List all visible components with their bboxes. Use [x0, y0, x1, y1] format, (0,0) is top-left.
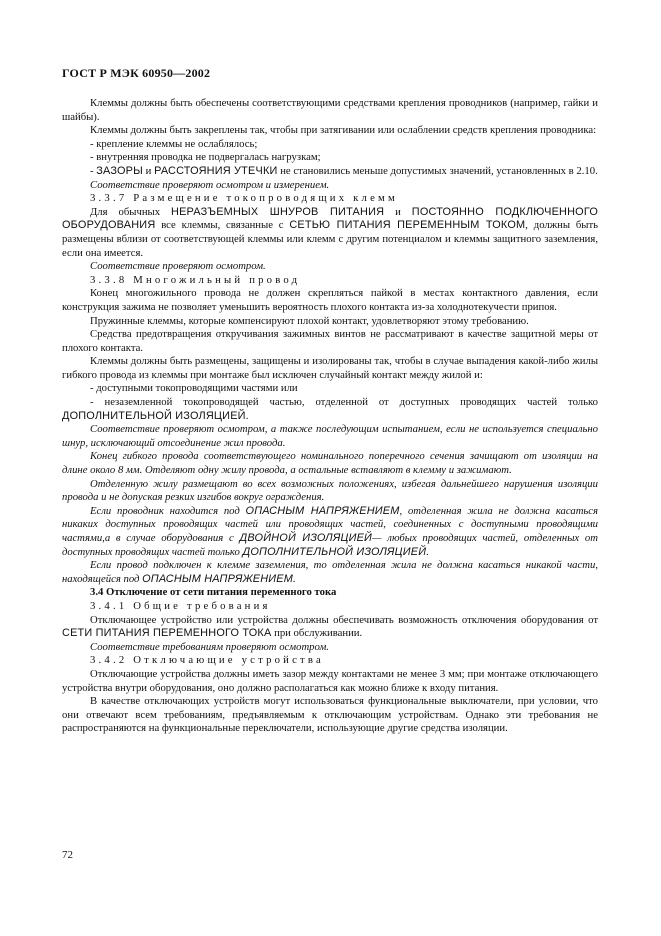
paragraph: Для обычных НЕРАЗЪЕМНЫХ ШНУРОВ ПИТАНИЯ и ПОСТОЯННО ПОДКЛЮЧЕННОГО ОБОРУДОВАНИЯ все клеммы, связанные с СЕТЬЮ ПИТАНИЯ ПЕРЕМЕННЫМ ТОКОМ, должны быть размещены вблизи от соответствующей клеммы или клемм с другим потенциалом и клеммы защитного заземления, если она имеется.	[62, 205, 599, 259]
paragraph: Клеммы должны быть закреплены так, чтобы при затягивании или ослаблении средств крепления проводника:	[90, 124, 597, 137]
check-note: Соответствие проверяют осмотром.	[90, 260, 266, 273]
list-item: - крепление клеммы не ослаблялось;	[90, 137, 258, 150]
section-heading: 3.4.2 Отключающие устройства	[90, 654, 324, 667]
list-item: - ЗАЗОРЫ и РАССТОЯНИЯ УТЕЧКИ не становились меньше допустимых значений, установленных в 2.10.	[90, 164, 598, 177]
section-heading: 3.3.8 Многожильный провод	[90, 273, 301, 286]
page-number: 72	[62, 849, 73, 861]
section-heading: 3.3.7 Размещение токопроводящих клемм	[90, 192, 398, 205]
paragraph: Конец многожильного провода не должен скрепляться пайкой в местах контактного давления, если конструкция зажима не позволяет уменьшить вероятность плохого контакта из-за холоднотекучести припоя.	[62, 287, 598, 313]
paragraph: Клеммы должны быть размещены, защищены и изолированы так, чтобы в случае выпадения какой-либо жилы гибкого провода из клеммы при монтаже был исключен случайный контакт между жилой и:	[62, 355, 598, 381]
check-note: Соответствие требованиям проверяют осмотром.	[90, 640, 329, 653]
paragraph: Средства предотвращения откручивания зажимных винтов не рассматривают в качестве защитной меры от плохого контакта.	[62, 328, 598, 354]
check-note: Соответствие проверяют осмотром и измерением.	[90, 178, 330, 191]
document-header: ГОСТ Р МЭК 60950—2002	[62, 66, 211, 80]
italic-paragraph: Если проводник находится под ОПАСНЫМ НАПРЯЖЕНИЕМ, отделенная жила не должна касаться никаких доступных проводящих частей или проводящих частей, соединенных с доступными проводящими частями,а в случае оборудования с ДВОЙНОЙ ИЗОЛЯЦИЕЙ— любых проводящих частей, отделенных от доступных проводящих частей только ДОПОЛНИТЕЛЬНОЙ ИЗОЛЯЦИЕЙ.	[62, 504, 598, 558]
section-heading: 3.4 Отключение от сети питания переменного тока	[90, 586, 337, 599]
italic-paragraph: Конец гибкого провода соответствующего номинального поперечного сечения зачищают от изоляции на длине около 8 мм. Отделяют одну жилу провода, а остальные вставляют в клемму и зажимают.	[62, 450, 598, 477]
paragraph: Пружинные клеммы, которые компенсируют плохой контакт, удовлетворяют этому требованию.	[90, 314, 529, 327]
paragraph: Отключающее устройство или устройства должны обеспечивать возможность отключения оборудования от СЕТИ ПИТАНИЯ ПЕРЕМЕННОГО ТОКА при обслуживании.	[62, 613, 598, 640]
list-item: - внутренняя проводка не подвергалась нагрузкам;	[90, 151, 321, 164]
paragraph: В качестве отключающих устройств могут использоваться функциональные выключатели, при условии, что они отвечают всем требованиям, предъявляемым к отключающим устройствам. Однако эти требования не распространяются на функциональные переключатели, использующие другие средства изоляции.	[62, 695, 598, 735]
section-heading: 3.4.1 Общие требования	[90, 599, 271, 612]
italic-paragraph: Соответствие проверяют осмотром, а также последующим испытанием, если не используется специально шнур, исключающий отсоединение жил провода.	[62, 423, 598, 449]
list-item: - доступными токопроводящими частями или	[90, 382, 298, 395]
italic-paragraph: Отделенную жилу размещают во всех возможных положениях, избегая дальнейшего нарушения изоляции провода и не допуская резких изгибов вокруг ограждения.	[62, 477, 598, 504]
list-item: - незаземленной токопроводящей частью, отделенной от доступных проводящих частей только ДОПОЛНИТЕЛЬНОЙ ИЗОЛЯЦИЕЙ.	[62, 396, 598, 422]
document-body	[62, 97, 598, 736]
paragraph: Клеммы должны быть обеспечены соответствующими средствами крепления проводников (например, гайки и шайбы).	[62, 97, 598, 123]
paragraph: Отключающие устройства должны иметь зазор между контактами не менее 3 мм; при монтаже отключающего устройства внутри оборудования, оно должно располагаться как можно ближе к входу питания.	[62, 667, 598, 694]
italic-paragraph: Если провод подключен к клемме заземления, то отделенная жила не должна касаться никакой части, находящейся под ОПАСНЫМ НАПРЯЖЕНИЕМ.	[62, 559, 598, 585]
